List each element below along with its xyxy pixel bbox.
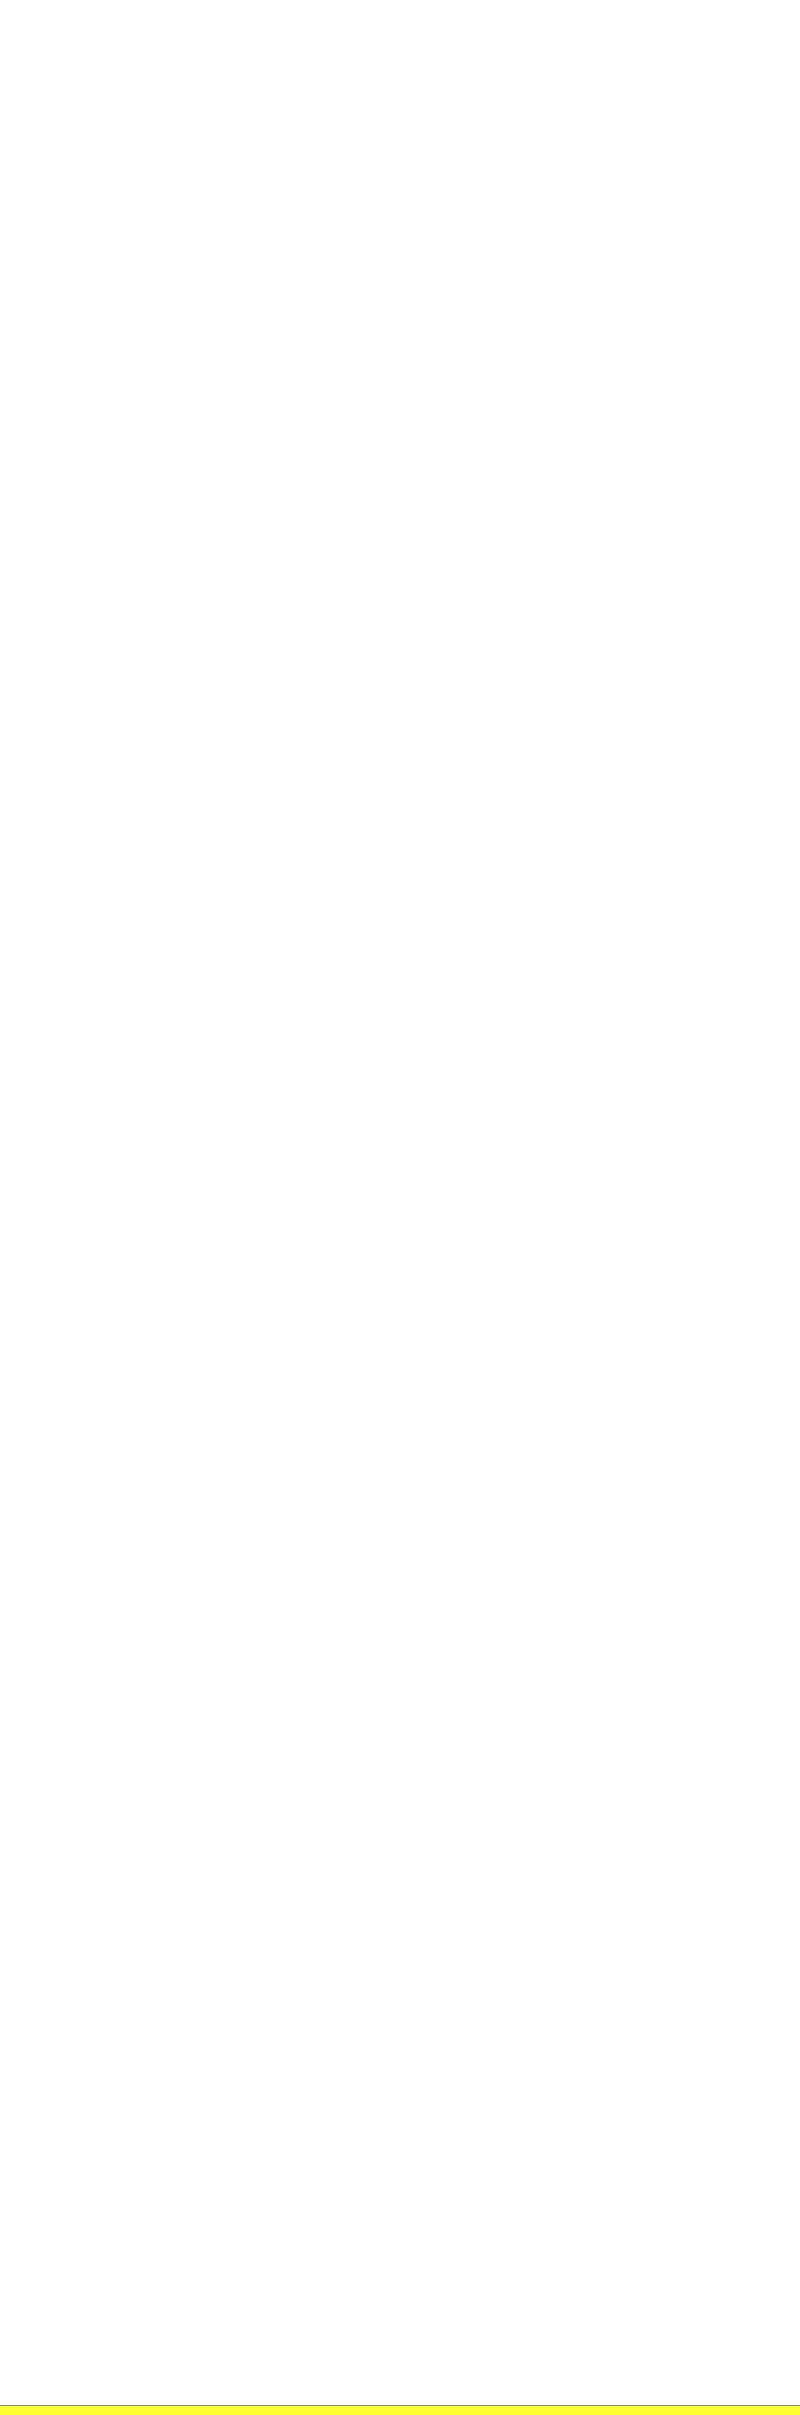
sheet-bottom-band	[0, 2405, 800, 2415]
